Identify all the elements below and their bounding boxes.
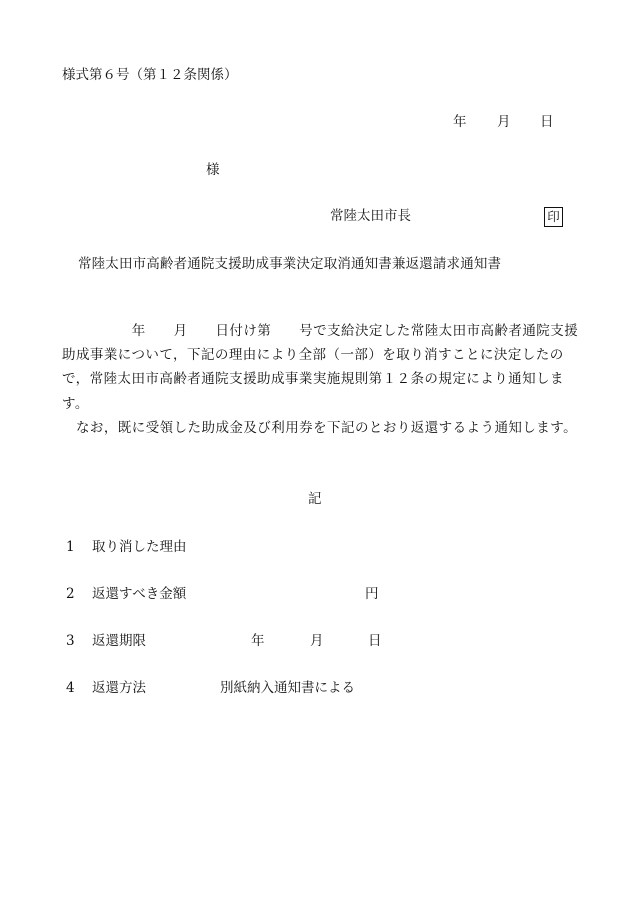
seal-mark: 印 (544, 207, 563, 227)
item-2-unit: 円 (365, 586, 379, 602)
item-2-label: 返還すべき金額 (92, 586, 187, 602)
date-year: 年 (453, 114, 467, 130)
item-4-label: 返還方法 (92, 680, 146, 696)
form-label: 様式第６号（第１２条関係） (62, 67, 238, 83)
item-1-number: 1 (66, 539, 75, 555)
item-4-value: 別紙納入通知書による (220, 680, 355, 696)
item-2-number: 2 (66, 586, 75, 602)
issuer-name: 常陸太田市長 (330, 208, 411, 224)
paragraph-return: なお，既に受領した助成金及び利用券を下記のとおり返還するよう通知します。 (62, 419, 578, 436)
item-3-year: 年 (251, 633, 265, 649)
paragraph-decision: 年 月 日付け第 号で支給決定した常陸太田市高齢者通院支援助成事業について，下記の理由により全部（一部）を取り消すことに決定したので，常陸太田市高齢者通院支援助成事業実施規則第１２条の規定により通知します。 (62, 323, 579, 412)
ki-heading: 記 (308, 491, 322, 507)
body-text (62, 319, 582, 440)
item-3-label: 返還期限 (92, 633, 146, 649)
item-3-day: 日 (368, 633, 382, 649)
item-3-number: 3 (66, 633, 75, 649)
item-4-number: 4 (66, 680, 75, 696)
item-3-month: 月 (310, 633, 324, 649)
document-title: 常陸太田市高齢者通院支援助成事業決定取消通知書兼返還請求通知書 (78, 256, 502, 272)
item-1-label: 取り消した理由 (92, 539, 187, 555)
date-day: 日 (540, 114, 554, 130)
date-month: 月 (497, 114, 511, 130)
recipient-suffix: 様 (206, 162, 220, 178)
